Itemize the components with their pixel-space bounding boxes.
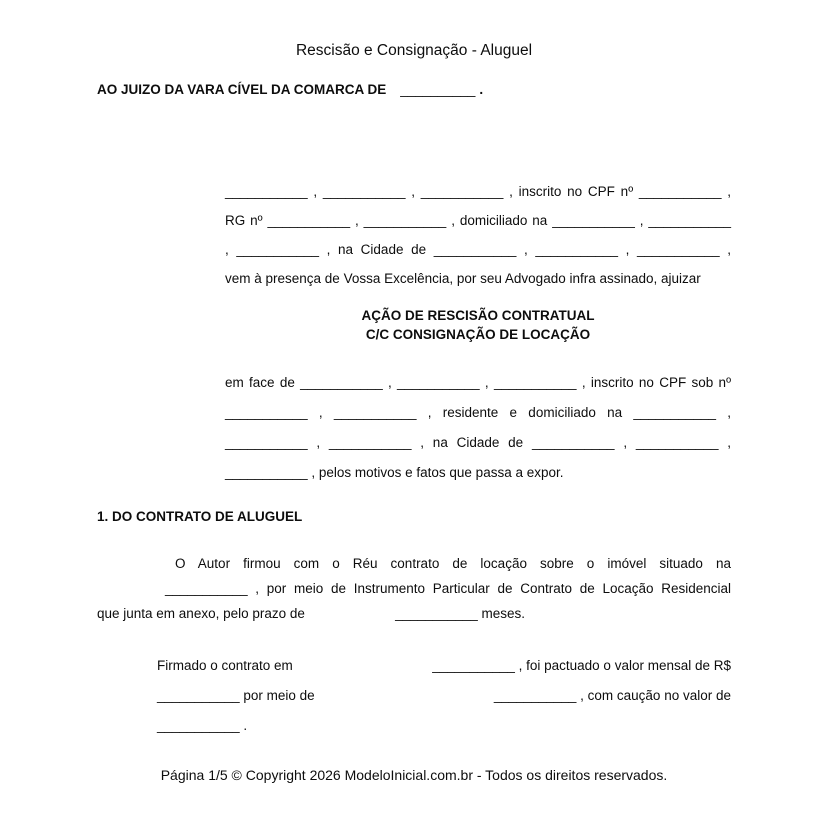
paragraph-line: em face de ___________ , ___________ , ___________ , inscrito no CPF sob nº	[225, 375, 731, 390]
paragraph-line	[157, 681, 731, 711]
contract-terms-paragraph	[157, 651, 731, 741]
addressee-label: AO JUIZO DA VARA CÍVEL DA COMARCA DE	[97, 82, 387, 97]
paragraph-line: ___________ , pelos motivos e fatos que passa a expor.	[225, 465, 564, 480]
deposit-blank-field: ___________ .	[157, 718, 248, 733]
paragraph-line	[97, 601, 525, 626]
author-qualification-paragraph	[225, 177, 731, 293]
contract-duration-label: que junta em anexo, pelo prazo de	[97, 606, 305, 621]
paragraph-line: ___________ , ___________ , na Cidade de ___________ , ___________ ,	[225, 435, 731, 450]
defendant-qualification-paragraph	[225, 368, 731, 488]
comarca-blank-field: __________	[400, 82, 476, 97]
addressee-heading	[97, 81, 757, 99]
section-1-heading: 1. DO CONTRATO DE ALUGUEL	[97, 509, 303, 524]
paragraph-line	[157, 711, 731, 741]
paragraph-line	[157, 651, 731, 681]
contract-paragraph	[97, 551, 731, 626]
paragraph-line: vem à presença de Vossa Excelência, por seu Advogado infra assinado, ajuizar	[225, 271, 701, 286]
action-title-line-1: AÇÃO DE RESCISÃO CONTRATUAL	[361, 308, 595, 323]
deposit-value-text: ___________ , com caução no valor de	[493, 688, 731, 703]
addressee-period: .	[479, 82, 484, 97]
action-title-heading	[225, 306, 731, 344]
paragraph-line: , ___________ , na Cidade de ___________ , ___________ , ___________ ,	[225, 242, 731, 257]
paragraph-line: ___________ , ___________ , ___________ , inscrito no CPF nº ___________ ,	[225, 184, 731, 199]
paragraph-line: RG nº ___________ , ___________ , domiciliado na ___________ , ___________	[225, 213, 731, 228]
payment-method-text: ___________ por meio de	[157, 688, 315, 703]
contract-duration-blank-field: ___________ meses.	[395, 606, 525, 621]
action-title-line-2: C/C CONSIGNAÇÃO DE LOCAÇÃO	[365, 327, 591, 342]
paragraph-line: ___________ , por meio de Instrumento Particular de Contrato de Locação Residencial	[165, 581, 731, 596]
contract-date-label: Firmado o contrato em	[157, 658, 293, 673]
page-footer: Página 1/5 © Copyright 2026 ModeloInicial.com.br - Todos os direitos reservados.	[160, 767, 668, 783]
paragraph-line: O Autor firmou com o Réu contrato de locação sobre o imóvel situado na	[175, 556, 731, 571]
monthly-value-text: ___________ , foi pactuado o valor mensal de R$	[432, 658, 731, 673]
paragraph-line: ___________ , ___________ , residente e domiciliado na ___________ ,	[225, 405, 731, 420]
page-title: Rescisão e Consignação - Aluguel	[295, 42, 533, 59]
